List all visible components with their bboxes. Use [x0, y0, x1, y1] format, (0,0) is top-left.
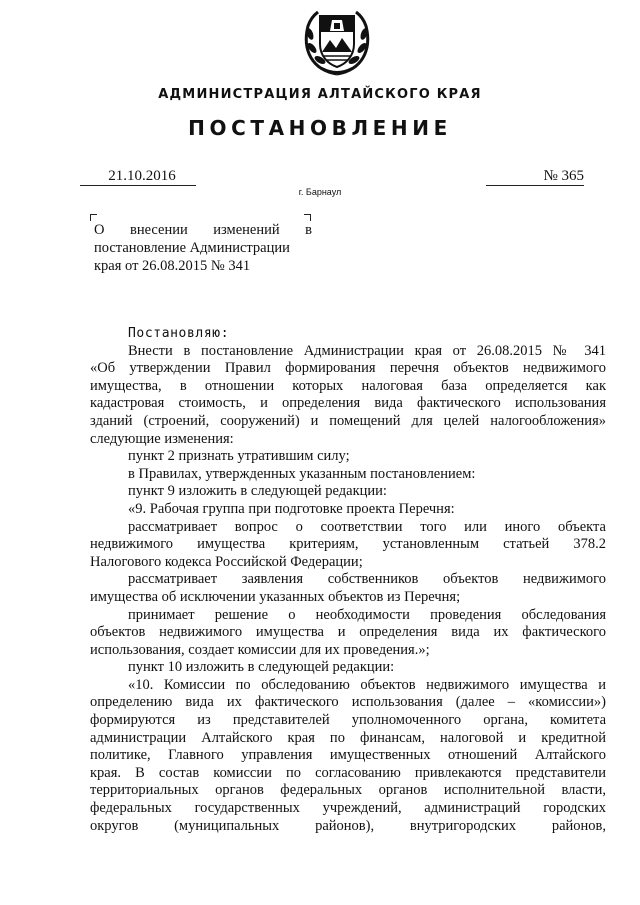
- body-line: пункт 10 изложить в следующей редакции:: [128, 659, 395, 676]
- subject-corner-left: [90, 214, 97, 221]
- subject-corner-right: [304, 214, 311, 221]
- number-underline: [486, 185, 584, 186]
- body-line: принимает решение о необходимости проведения обследования: [128, 606, 606, 623]
- document-body: [90, 325, 606, 835]
- document-date: 21.10.2016: [108, 168, 176, 184]
- body-line: в Правилах, утвержденных указанным постановлением:: [128, 465, 476, 482]
- body-line: использования, создает комиссии для их проведения.»;: [90, 641, 430, 658]
- body-line: округов (муниципальных районов), внутригородских районов,: [90, 817, 606, 834]
- body-line: объектов недвижимого имущества и определения вида их фактического: [90, 624, 606, 641]
- document-type-heading: ПОСТАНОВЛЕНИЕ: [188, 116, 452, 140]
- body-line: формируются из представителей уполномоченного органа, комитета: [90, 712, 606, 729]
- body-line: имущества об исключении указанных объектов из Перечня;: [90, 588, 461, 605]
- date-underline: [80, 185, 196, 186]
- body-line: края. В состав комиссии по согласованию привлекаются представители: [90, 764, 606, 781]
- document-number: № 365: [543, 168, 584, 184]
- body-line: кадастровая стоимость, и определения вида фактического использования: [90, 395, 606, 412]
- body-line: определению вида их фактического использования (далее – «комиссии»): [90, 694, 606, 711]
- body-line: пункт 2 признать утратившим силу;: [128, 448, 350, 465]
- body-line: территориальных органов федеральных органов исполнительной власти,: [90, 782, 606, 799]
- altai-coat-of-arms-emblem: [300, 4, 374, 78]
- subject-line: О внесении изменений в: [94, 222, 312, 238]
- body-line: Налогового кодекса Российской Федерации;: [90, 553, 363, 570]
- decree-opening: Постановляю:: [128, 326, 230, 341]
- body-line: пункт 9 изложить в следующей редакции:: [128, 483, 387, 500]
- body-line: имущества, в отношении которых налоговая база определяется как: [90, 377, 606, 394]
- organization-heading: АДМИНИСТРАЦИЯ АЛТАЙСКОГО КРАЯ: [158, 87, 482, 102]
- body-line: Внести в постановление Администрации края от 26.08.2015 № 341: [128, 342, 606, 359]
- body-line: недвижимого имущества критериям, установленным статьей 378.2: [90, 536, 606, 553]
- body-line: «Об утверждении Правил формирования перечня объектов недвижимого: [90, 360, 606, 377]
- subject-line: постановление Администрации: [94, 240, 290, 256]
- subject-block: [94, 221, 312, 275]
- body-line: администрации Алтайского края по финансам, налоговой и кредитной: [90, 729, 606, 746]
- city-label: г. Барнаул: [298, 187, 342, 197]
- body-line: политике, Главного управления имущественных отношений Алтайского: [90, 747, 606, 764]
- body-line: следующие изменения:: [90, 430, 234, 447]
- body-line: зданий (строений, сооружений) и помещений для целей налогообложения»: [90, 412, 606, 429]
- subject-line: края от 26.08.2015 № 341: [94, 258, 251, 274]
- body-line: рассматривает заявления собственников объектов недвижимого: [128, 571, 606, 588]
- body-line: «10. Комиссии по обследованию объектов недвижимого имущества и: [128, 676, 606, 693]
- body-line: «9. Рабочая группа при подготовке проекта Перечня:: [128, 500, 455, 517]
- body-line: федеральных государственных учреждений, администраций городских: [90, 800, 606, 817]
- body-line: рассматривает вопрос о соответствии того или иного объекта: [128, 518, 606, 535]
